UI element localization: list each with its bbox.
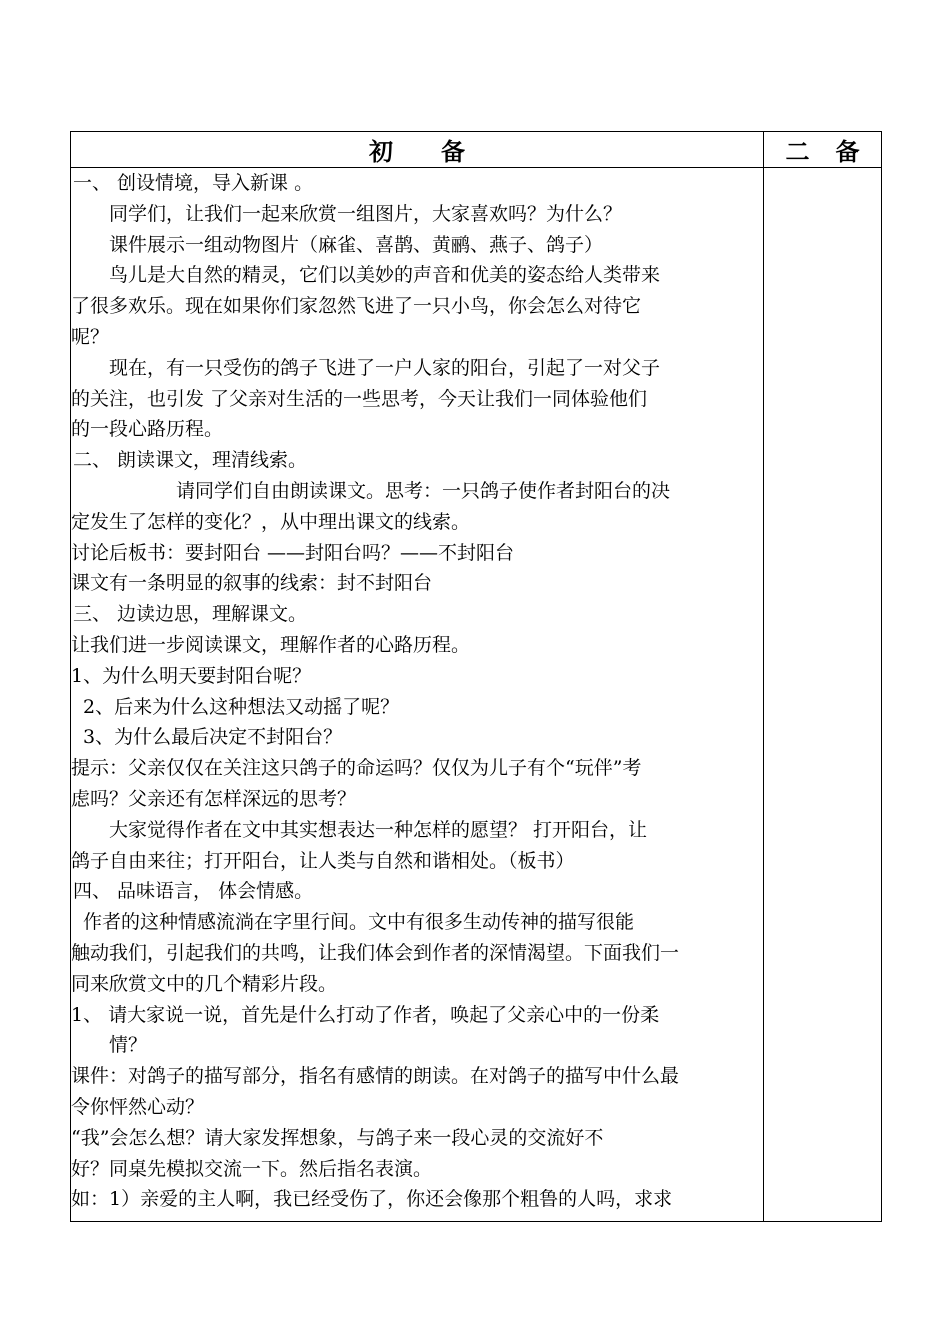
content-line: 请同学们自由朗读课文。思考：一只鸽子使作者封阳台的决 (176, 479, 671, 502)
header-first-draft-char-2: 备 (441, 137, 465, 166)
content-line: 大家觉得作者在文中其实想表达一种怎样的愿望？ 打开阳台，让 (109, 818, 648, 841)
content-line: 触动我们，引起我们的共鸣，让我们体会到作者的深情渴望。下面我们一 (71, 941, 680, 964)
content-line: 课件：对鸽子的描写部分，指名有感情的朗读。在对鸽子的描写中什么最 (71, 1065, 680, 1088)
content-line: 定发生了怎样的变化？，从中理出课文的线索。 (71, 510, 471, 533)
content-line: 2、后来为什么这种想法又动摇了呢？ (83, 695, 400, 718)
header-row (71, 132, 882, 168)
content-line: 课文有一条明显的叙事的线索：封不封阳台 (71, 572, 433, 595)
content-line: 让我们进一步阅读课文，理解作者的心路历程。 (71, 633, 471, 656)
content-line: “我”会怎么想？请大家发挥想象，与鸽子来一段心灵的交流好不 (71, 1126, 604, 1149)
first-draft-content (71, 168, 764, 1222)
content-line: 鸽子自由来往；打开阳台，让人类与自然和谐相处。（板书） (71, 849, 575, 872)
content-line: 如：1）亲爱的主人啊，我已经受伤了，你还会像那个粗鲁的人吗，求求 (71, 1188, 673, 1211)
content-line: 的关注，也引发 了父亲对生活的一些思考，今天让我们一同体验他们 (71, 387, 648, 410)
content-line: 3、为什么最后决定不封阳台？ (83, 726, 343, 749)
content-line: 鸟儿是大自然的精灵，它们以美妙的声音和优美的姿态给人类带来 (109, 264, 661, 287)
second-draft-notes (764, 168, 882, 1222)
content-line: 情？ (109, 1034, 148, 1057)
content-line: 好？同桌先模拟交流一下。然后指名表演。 (71, 1157, 433, 1180)
content-line: 作者的这种情感流淌在字里行间。文中有很多生动传神的描写很能 (83, 911, 635, 934)
content-line: 讨论后板书：要封阳台 ——封阳台吗？——不封阳台 (71, 541, 515, 564)
content-line: 课件展示一组动物图片（麻雀、喜鹊、黄鹂、燕子、鸽子） (109, 233, 604, 256)
lesson-plan-table (70, 131, 882, 1222)
content-line: 一、 创设情境，导入新课 。 (73, 172, 314, 194)
content-row (71, 168, 882, 1222)
header-second-draft-char-1: 二 (785, 137, 810, 166)
content-line: 了很多欢乐。现在如果你们家忽然飞进了一只小鸟，你会怎么对待它 (71, 295, 642, 318)
content-line: 同学们，让我们一起来欣赏一组图片，大家喜欢吗？为什么？ (109, 202, 623, 225)
content-line: 四、 品味语言， 体会情感。 (73, 880, 314, 903)
content-line: 虑吗？父亲还有怎样深远的思考？ (71, 787, 357, 810)
content-line: 的一段心路历程。 (71, 418, 224, 441)
content-line: 1、 请大家说一说，首先是什么打动了作者，唤起了父亲心中的一份柔 (71, 1003, 660, 1026)
header-second-draft (764, 132, 882, 168)
content-line: 1、为什么明天要封阳台呢？ (71, 664, 312, 687)
header-second-draft-char-2: 备 (835, 137, 860, 166)
header-first-draft-char-1: 初 (369, 137, 393, 166)
content-line: 令你怦然心动？ (71, 1095, 205, 1118)
content-line: 现在，有一只受伤的鸽子飞进了一户人家的阳台，引起了一对父子 (109, 356, 661, 379)
content-line: 呢？ (71, 325, 110, 348)
content-line: 提示：父亲仅仅在关注这只鸽子的命运吗？仅仅为儿子有个“玩伴”考 (71, 757, 642, 780)
content-line: 三、 边读边思，理解课文。 (73, 603, 308, 626)
content-line: 二、 朗读课文，理清线索。 (73, 449, 308, 472)
header-first-draft (71, 132, 764, 168)
content-line: 同来欣赏文中的几个精彩片段。 (71, 972, 338, 995)
